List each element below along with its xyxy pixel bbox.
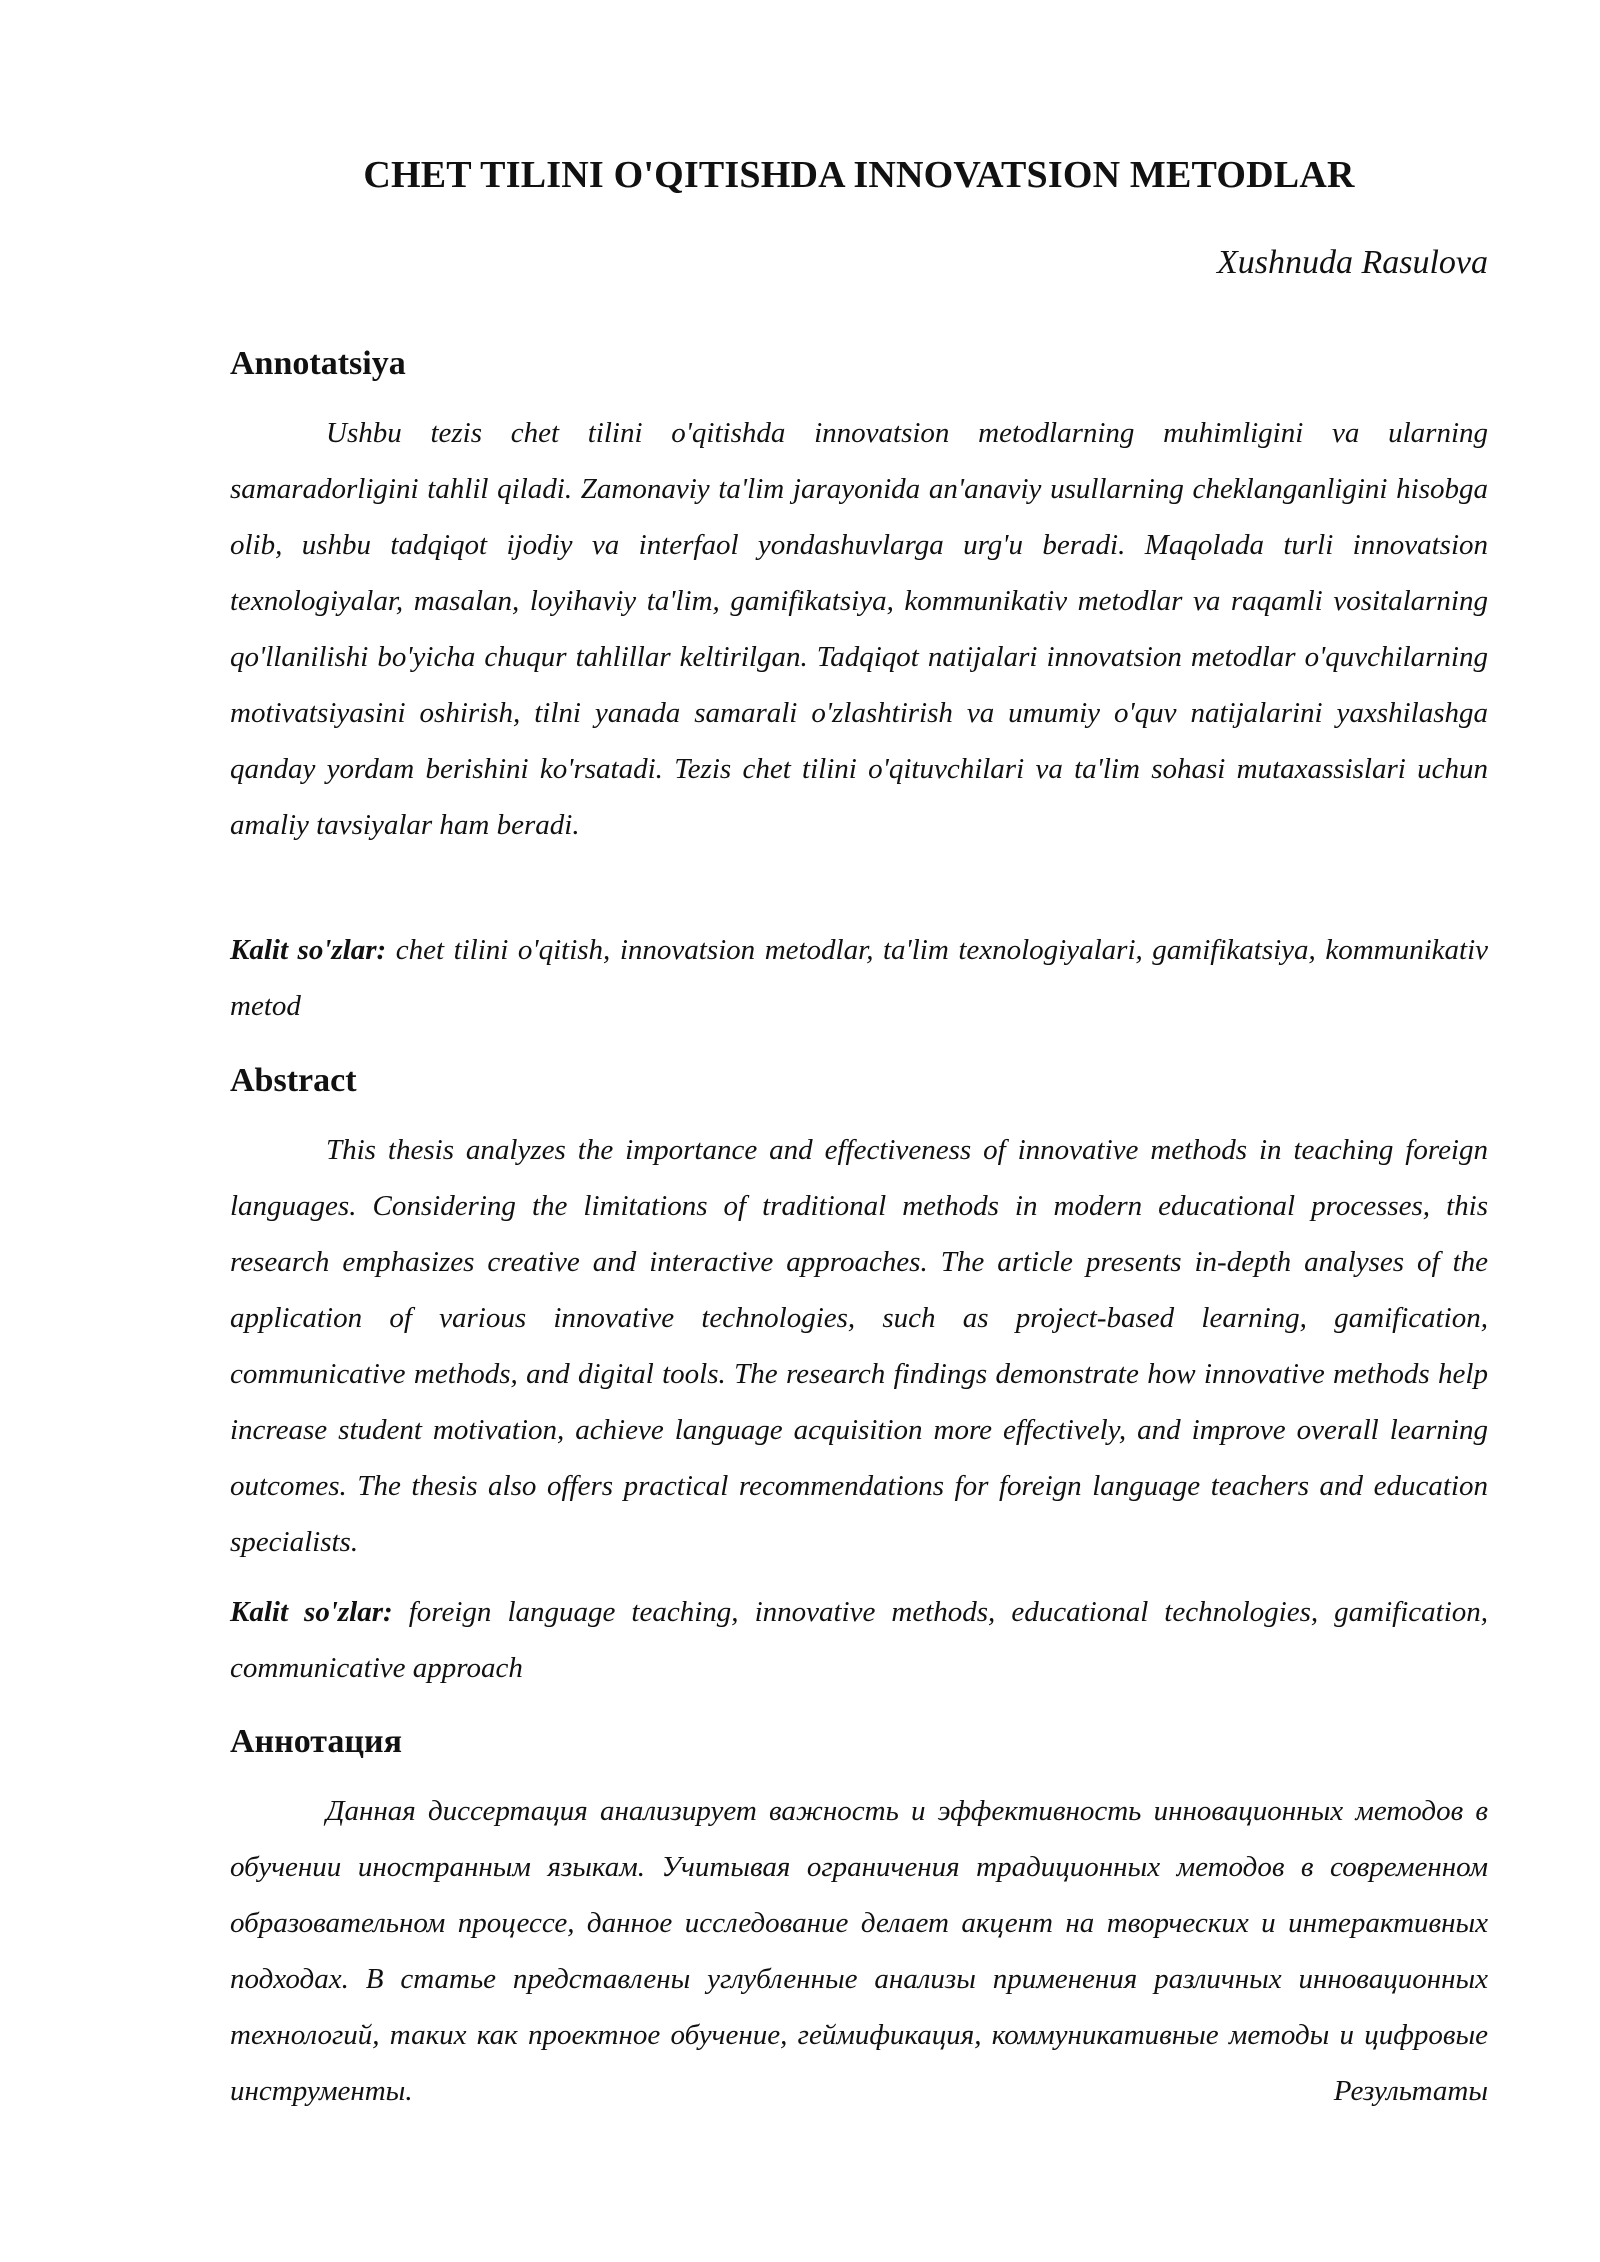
abstract-body: This thesis analyzes the importance and effectiveness of innovative methods in teaching foreign languages. Considering the limitations of traditional methods in modern educational processes, this research emphasizes creative and interactive approaches. The article presents in-depth analyses of the application of various innovative technologies, such as project-based learning, gamification, communicative methods, and digital tools. The research findings demonstrate how innovative methods help increase student motivation, achieve language acquisition more effectively, and improve overall learning outcomes. The thesis also offers practical recommendations for foreign language teachers and education specialists. bbox=[230, 1134, 1488, 1558]
keywords-en-text: foreign language teaching, innovative methods, educational technologies, gamification, communicative approach bbox=[230, 1596, 1489, 1684]
keywords-uz-label: Kalit so'zlar: bbox=[230, 934, 387, 966]
paper-title: CHET TILINI O'QITISHDA INNOVATSION METODLAR bbox=[363, 154, 1355, 196]
keywords-en-label: Kalit so'zlar: bbox=[230, 1596, 393, 1628]
annotatsiya-ru-body: Данная диссертация анализирует важность и эффективность инновационных методов в обучении иностранным языкам. Учитывая ограничения традиционных методов в современном образовательном процессе, данное исследование делает акцент на творческих и интерактивных подходах. В статье представлены углубленные анализы применения различных инновационных технологий, таких как проектное обучение, геймификация, коммуникативные методы и цифровые инструменты. Результаты bbox=[230, 1795, 1488, 2107]
heading-abstract: Abstract bbox=[230, 1062, 357, 1099]
keywords-uz-text: chet tilini o'qitish, innovatsion metodlar, ta'lim texnologiyalari, gamifikatsiya, kommunikativ metod bbox=[230, 934, 1489, 1022]
keywords-uz bbox=[230, 922, 1488, 1034]
keywords-en bbox=[230, 1584, 1488, 1696]
author-name: Xushnuda Rasulova bbox=[1216, 244, 1488, 281]
annotatsiya-body: Ushbu tezis chet tilini o'qitishda innovatsion metodlarning muhimligini va ularning samaradorligini tahlil qiladi. Zamonaviy ta'lim jarayonida an'anaviy usullarning cheklanganligini hisobga olib, ushbu tadqiqot ijodiy va interfaol yondashuvlarga urg'u beradi. Maqolada turli innovatsion texnologiyalar, masalan, loyihaviy ta'lim, gamifikatsiya, kommunikativ metodlar va raqamli vositalarning qo'llanilishi bo'yicha chuqur tahlillar keltirilgan. Tadqiqot natijalari innovatsion metodlar o'quvchilarning motivatsiyasini oshirish, tilni yanada samarali o'zlashtirish va umumiy o'quv natijalarini yaxshilashga qanday yordam berishini ko'rsatadi. Tezis chet tilini o'qituvchilari va ta'lim sohasi mutaxassislari uchun amaliy tavsiyalar ham beradi. bbox=[230, 417, 1488, 841]
heading-annotatsiya: Annotatsiya bbox=[230, 345, 406, 382]
heading-annotatsiya-ru: Аннотация bbox=[230, 1723, 402, 1760]
